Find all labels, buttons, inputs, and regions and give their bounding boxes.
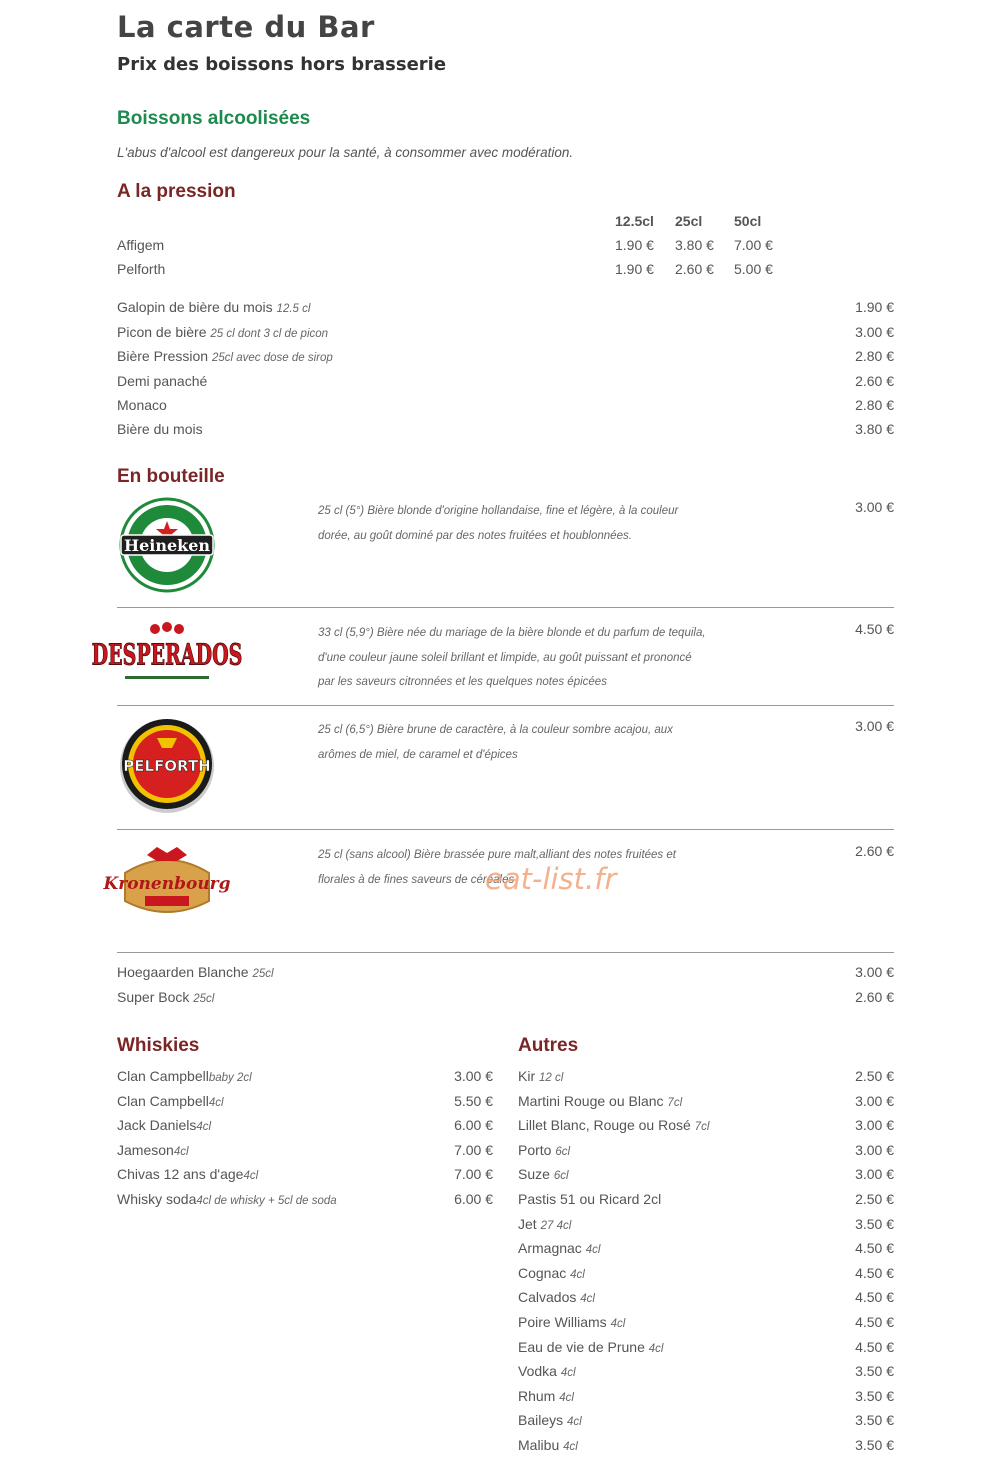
menu-item [117, 299, 894, 319]
desperados-logo [91, 621, 243, 691]
menu-item [117, 1117, 493, 1137]
item-note: 27 4cl [540, 1219, 572, 1232]
menu-item [117, 1166, 493, 1186]
item-price: 6.00 € [454, 1191, 493, 1207]
item-price: 2.60 € [855, 843, 894, 859]
divider [117, 705, 894, 706]
item-note: 6cl [553, 1170, 569, 1183]
item-name: Whisky soda [117, 1191, 197, 1207]
menu-item [117, 421, 894, 441]
menu-item [518, 1412, 894, 1432]
item-name: Clan Campbell [117, 1068, 209, 1084]
item-name: Demi panaché [117, 373, 208, 389]
column-header-50cl: 50cl [734, 213, 762, 229]
item-price: 2.80 € [855, 397, 894, 413]
menu-item [518, 1314, 894, 1334]
beer-description: 33 cl (5,9°) Bière née du mariage de la bière blonde et du parfum de tequila, d'une couleur jaune soleil brillant et limpide, au goût puissant et prononcé par les saveurs citronnées et les quelques notes épicées [318, 627, 706, 688]
item-price: 3.00 € [855, 1166, 894, 1183]
item-name: Jet [518, 1215, 537, 1232]
beer-description: 25 cl (6,5°) Bière brune de caractère, à la couleur sombre acajou, aux arômes de miel, de caramel et d'épices [318, 724, 673, 761]
item-name: Cognac [518, 1264, 567, 1281]
menu-item [117, 1142, 493, 1162]
menu-item [518, 1265, 894, 1285]
item-price: 2.50 € [855, 1068, 894, 1084]
menu-item [518, 1216, 894, 1236]
menu-item [117, 373, 894, 393]
item-name: Jack Daniels [117, 1117, 197, 1134]
price-12-5cl: 1.90 € [615, 261, 654, 277]
price-50cl: 5.00 € [734, 261, 773, 277]
item-note: 7cl [667, 1096, 683, 1109]
item-name: Jameson [117, 1141, 174, 1158]
item-name: Baileys [518, 1412, 564, 1429]
item-name: Picon de bière [117, 324, 207, 340]
menu-item [518, 1142, 894, 1162]
item-name: Suze [518, 1166, 550, 1183]
item-name: Armagnac [518, 1240, 582, 1257]
price-12-5cl: 1.90 € [615, 237, 654, 253]
draft-beer-name: Pelforth [117, 261, 166, 277]
kronenbourg-logo [103, 843, 231, 923]
menu-item [117, 989, 894, 1009]
divider [117, 607, 894, 608]
item-price: 2.80 € [855, 348, 894, 364]
item-name: Rhum [518, 1387, 556, 1404]
item-price: 7.00 € [454, 1166, 493, 1183]
item-name: Lillet Blanc, Rouge ou Rosé [518, 1117, 691, 1134]
column-header-12-5cl: 12.5cl [615, 213, 654, 229]
item-note: 7cl [694, 1121, 710, 1134]
item-note: 4cl [567, 1416, 582, 1429]
section-heading-whiskies: Whiskies [117, 1035, 200, 1056]
menu-item [518, 1068, 894, 1088]
menu-item [518, 1437, 894, 1457]
price-25cl: 3.80 € [675, 237, 714, 253]
heineken-logo-text: Heineken [123, 536, 211, 555]
item-note: 25 cl dont 3 cl de picon [210, 328, 329, 340]
item-price: 5.50 € [454, 1092, 493, 1109]
item-price: 3.00 € [855, 499, 894, 515]
item-name: Vodka [518, 1363, 557, 1380]
item-price: 4.50 € [855, 1338, 894, 1355]
item-note: 4cl [585, 1244, 601, 1257]
item-note: 4cl [563, 1441, 578, 1453]
item-price: 3.50 € [855, 1363, 894, 1380]
item-note: 4cl [610, 1318, 626, 1330]
item-note: 4cl [243, 1170, 259, 1183]
item-note: 4cl [560, 1367, 576, 1380]
item-price: 6.00 € [454, 1117, 493, 1134]
pelforth-logo [117, 718, 217, 818]
item-name: Galopin de bière du mois [117, 299, 273, 315]
item-note: 4cl [196, 1121, 212, 1134]
kronenbourg-logo-text: Kronenbourg [103, 874, 231, 894]
item-note: 25cl [252, 968, 274, 980]
item-name: Monaco [117, 397, 167, 413]
item-note: 25cl avec dose de sirop [211, 352, 333, 364]
item-name: Porto [518, 1141, 552, 1158]
item-price: 4.50 € [855, 1289, 894, 1306]
price-50cl: 7.00 € [734, 237, 773, 253]
item-name: Bière du mois [117, 421, 203, 437]
divider [117, 829, 894, 830]
menu-item [518, 1289, 894, 1309]
menu-item [518, 1339, 894, 1359]
beer-description: 25 cl (sans alcool) Bière brassée pure malt,alliant des notes fruitées et florales à de fines saveurs de céréales [318, 849, 676, 886]
menu-item [117, 348, 894, 368]
price-25cl: 2.60 € [675, 261, 714, 277]
item-price: 3.00 € [855, 964, 894, 980]
menu-item [518, 1363, 894, 1383]
menu-item [117, 964, 894, 984]
menu-item [518, 1240, 894, 1260]
item-note: 4cl de whisky + 5cl de soda [196, 1195, 337, 1207]
menu-item [518, 1388, 894, 1408]
item-price: 4.50 € [855, 1264, 894, 1281]
menu-item [117, 1068, 493, 1088]
item-note: 4cl [648, 1342, 664, 1355]
item-note: 12.5 cl [276, 303, 311, 315]
item-name: Pastis 51 ou Ricard 2cl [518, 1191, 662, 1207]
menu-item [117, 1093, 493, 1113]
item-price: 3.80 € [855, 421, 894, 437]
item-price: 1.90 € [855, 299, 894, 315]
item-note: 4cl [173, 1145, 189, 1158]
item-name: Martini Rouge ou Blanc [518, 1092, 664, 1109]
section-heading-autres: Autres [518, 1035, 579, 1056]
page-subtitle: Prix des boissons hors brasserie [117, 54, 447, 75]
menu-item [117, 1191, 493, 1211]
section-heading-pression: A la pression [117, 181, 236, 202]
item-name: Clan Campbell [117, 1092, 209, 1109]
menu-item [117, 324, 894, 344]
item-price: 4.50 € [855, 621, 894, 637]
item-name: Chivas 12 ans d'age [117, 1166, 244, 1183]
item-price: 2.60 € [855, 989, 894, 1005]
item-price: 3.50 € [855, 1387, 894, 1404]
item-name: Malibu [518, 1437, 560, 1453]
draft-beer-row [117, 261, 894, 281]
column-header-25cl: 25cl [675, 213, 703, 229]
section-heading-alcool: Boissons alcoolisées [117, 108, 311, 129]
item-price: 3.00 € [454, 1068, 493, 1084]
desperados-logo-text: DESPERADOS [91, 637, 243, 672]
item-price: 2.50 € [855, 1191, 894, 1207]
item-name: Kir [518, 1068, 536, 1084]
item-price: 3.00 € [855, 1092, 894, 1109]
item-price: 4.50 € [855, 1314, 894, 1330]
item-name: Hoegaarden Blanche [117, 964, 249, 980]
item-price: 3.50 € [855, 1215, 894, 1232]
menu-item [518, 1191, 894, 1211]
menu-item [117, 397, 894, 417]
item-price: 2.60 € [855, 373, 894, 389]
pelforth-logo-text: PELFORTH [123, 757, 211, 775]
section-heading-bouteille: En bouteille [117, 466, 225, 487]
item-name: Poire Williams [518, 1314, 607, 1330]
draft-beer-name: Affigem [117, 237, 165, 253]
item-price: 3.00 € [855, 324, 894, 340]
watermark: eat-list.fr [485, 862, 617, 896]
draft-beer-row [117, 237, 894, 257]
item-price: 3.00 € [855, 718, 894, 734]
heineken-logo [117, 499, 217, 599]
item-note: baby 2cl [208, 1072, 252, 1084]
item-price: 3.00 € [855, 1141, 894, 1158]
menu-item [518, 1117, 894, 1137]
item-note: 4cl [570, 1268, 585, 1281]
item-note: 6cl [555, 1145, 571, 1158]
beer-description: 25 cl (5°) Bière blonde d'origine hollandaise, fine et légère, à la couleur dorée, au goût dominé par des notes fruitées et houblonnées. [318, 505, 679, 542]
alcohol-warning: L'abus d'alcool est dangereux pour la santé, à consommer avec modération. [117, 145, 574, 160]
item-price: 3.00 € [855, 1117, 894, 1134]
item-price: 3.50 € [855, 1437, 894, 1453]
item-price: 7.00 € [454, 1141, 493, 1158]
item-note: 25cl [193, 993, 215, 1005]
menu-item [518, 1166, 894, 1186]
item-name: Eau de vie de Prune [518, 1338, 645, 1355]
item-name: Super Bock [117, 989, 190, 1005]
item-note: 4cl [580, 1293, 595, 1306]
menu-item [518, 1093, 894, 1113]
item-name: Calvados [518, 1289, 577, 1306]
item-price: 3.50 € [855, 1412, 894, 1429]
page-title: La carte du Bar [117, 10, 375, 44]
item-note: 4cl [208, 1096, 224, 1109]
item-note: 4cl [559, 1391, 574, 1404]
item-name: Bière Pression [117, 348, 209, 364]
divider [117, 952, 894, 953]
item-note: 12 cl [539, 1072, 564, 1084]
item-price: 4.50 € [855, 1240, 894, 1257]
